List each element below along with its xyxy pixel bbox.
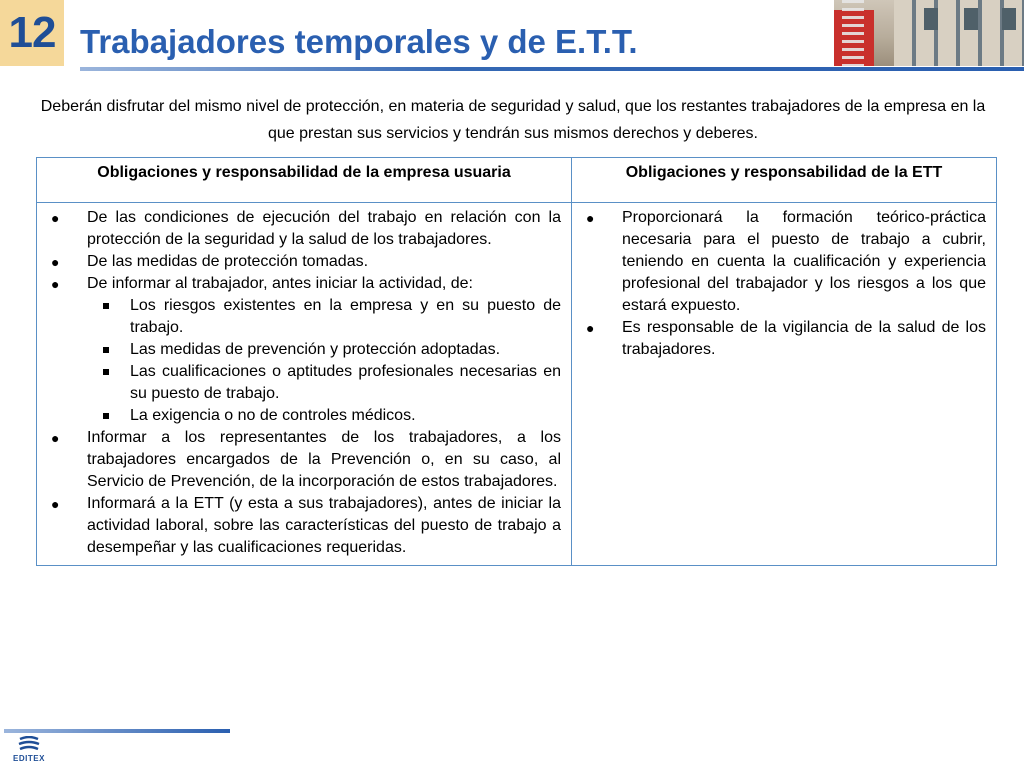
header-empresa-usuaria: Obligaciones y responsabilidad de la empresa usuaria	[37, 158, 572, 203]
slide-title: Trabajadores temporales y de E.T.T.	[80, 23, 638, 60]
list-item	[41, 251, 561, 273]
editex-logo	[4, 736, 54, 766]
square-bullet-icon	[103, 369, 109, 375]
sub-item-text: La exigencia o no de controles médicos.	[130, 407, 416, 424]
list-item-text: De las condiciones de ejecución del trabajo en relación con la protección de la seguridad y la salud de los trabajadores.	[87, 209, 561, 248]
photo-window	[1002, 8, 1016, 30]
cell-empresa-usuaria	[37, 203, 572, 566]
header-ett: Obligaciones y responsabilidad de la ETT	[572, 158, 997, 203]
slide-header	[0, 0, 1024, 72]
bullet-list-empresa	[41, 207, 561, 559]
logo-wordmark: EDITEX	[13, 754, 45, 763]
bullet-icon: ●	[51, 276, 60, 292]
sub-item-text: Las medidas de prevención y protección adoptadas.	[130, 341, 501, 358]
header-divider	[80, 67, 1024, 71]
square-bullet-icon	[103, 303, 109, 309]
list-item	[41, 427, 561, 493]
chapter-number-badge: 12	[0, 0, 64, 66]
bullet-icon: ●	[51, 210, 60, 226]
list-item	[576, 207, 986, 317]
list-item-text: Proporcionará la formación teórico-práctica necesaria para el puesto de trabajo a cubrir, teniendo en cuenta la cualificación y experiencia profesional del trabajador y los riesgos a los que estará expuesto.	[622, 209, 986, 314]
sub-list-item	[41, 405, 561, 427]
bullet-icon: ●	[586, 320, 595, 336]
intro-paragraph: Deberán disfrutar del mismo nivel de protección, en materia de seguridad y salud, que los restantes trabajadores de la empresa en la que prestan sus servicios y tendrán sus mismos derechos y deberes.	[40, 98, 986, 142]
list-item-text: De las medidas de protección tomadas.	[87, 253, 369, 270]
editex-logo-icon	[16, 736, 42, 754]
list-item-text: Informará a la ETT (y esta a sus trabajadores), antes de iniciar la actividad laboral, sobre las características del puesto de trabajo a desempeñar y las cualificaciones requeridas.	[87, 495, 561, 556]
square-bullet-icon	[103, 347, 109, 353]
sub-list-item	[41, 339, 561, 361]
list-item-text: De informar al trabajador, antes iniciar la actividad, de:	[87, 275, 473, 292]
header-photo	[834, 0, 1024, 66]
list-item	[41, 493, 561, 559]
sub-list	[41, 295, 561, 427]
bullet-icon: ●	[586, 210, 595, 226]
sub-list-item	[41, 295, 561, 339]
square-bullet-icon	[103, 413, 109, 419]
list-item-text: Informar a los representantes de los trabajadores, a los trabajadores encargados de la Prevención o, en su caso, al Servicio de Prevención, de la incorporación de estos trabajadores.	[87, 429, 561, 490]
footer-divider	[4, 729, 230, 733]
bullet-icon: ●	[51, 254, 60, 270]
sub-list-item	[41, 361, 561, 405]
photo-window	[924, 8, 938, 30]
list-item	[576, 317, 986, 361]
bullet-list-ett	[576, 207, 986, 361]
sub-item-text: Las cualificaciones o aptitudes profesionales necesarias en su puesto de trabajo.	[130, 363, 561, 402]
table-header-row	[37, 158, 997, 203]
table-row	[37, 203, 997, 566]
list-item	[41, 273, 561, 427]
photo-window	[964, 8, 978, 30]
cell-ett	[572, 203, 997, 566]
bullet-icon: ●	[51, 430, 60, 446]
list-item	[41, 207, 561, 251]
bullet-icon: ●	[51, 496, 60, 512]
photo-ladder	[842, 0, 864, 66]
obligations-table	[36, 157, 997, 566]
list-item-text: Es responsable de la vigilancia de la salud de los trabajadores.	[622, 319, 986, 358]
sub-item-text: Los riesgos existentes en la empresa y en su puesto de trabajo.	[130, 297, 561, 336]
